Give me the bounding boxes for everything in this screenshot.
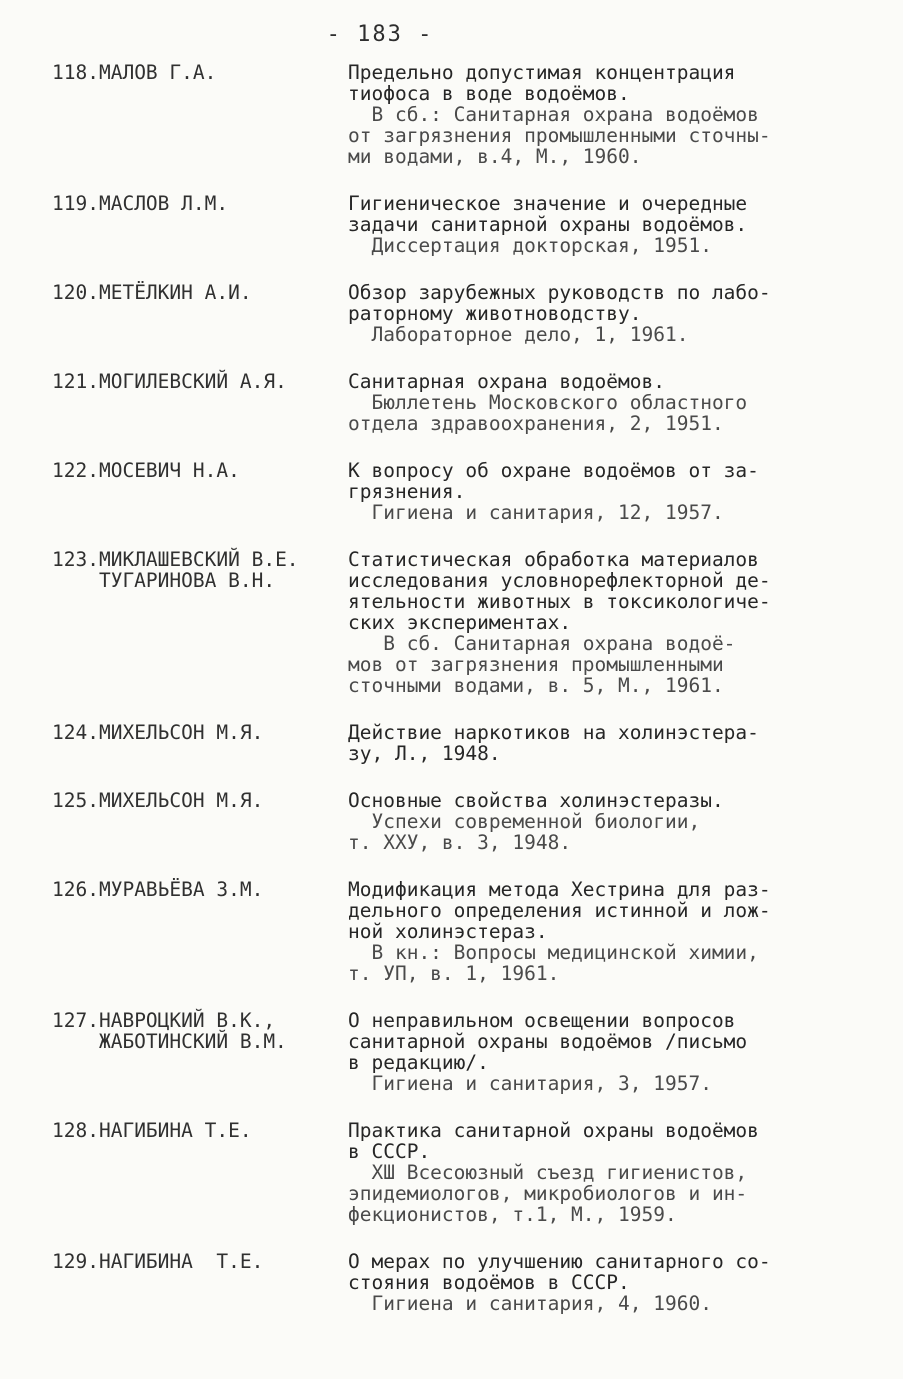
entry-title-line: ских экспериментах. — [348, 611, 572, 634]
entry-reference — [348, 790, 872, 853]
entry-reference — [348, 460, 872, 523]
author-name: ТУГАРИНОВА В.Н. — [52, 569, 276, 592]
entry-title-line: исследования условнорефлекторной де- — [348, 569, 771, 592]
entry-number: 121. — [52, 370, 99, 393]
entry-number: 127. — [52, 1009, 99, 1032]
author-text: МЕТЁЛКИН А.И. — [98, 281, 252, 304]
author-text: МОГИЛЕВСКИЙ А.Я. — [98, 370, 287, 393]
author-name — [52, 790, 348, 811]
entry-title-line: грязнения. — [348, 480, 466, 503]
entry-title-line: ной холинэстераз. — [348, 920, 548, 943]
entry-authors — [52, 1010, 348, 1094]
entry-source-line: Диссертация докторская, 1951. — [348, 234, 712, 257]
entry-source-line: ми водами, в.4, М., 1960. — [348, 145, 642, 168]
entry-reference — [348, 879, 872, 984]
entry-title-line: К вопросу об охране водоёмов от за- — [348, 459, 759, 482]
entry-reference — [348, 1120, 872, 1225]
bibliography-entry — [52, 1251, 872, 1314]
entry-authors — [52, 371, 348, 434]
author-text: МАЛОВ Г.А. — [98, 61, 217, 84]
entry-source-line: от загрязнения промышленными сточны- — [348, 124, 771, 147]
entry-title-line: дельного определения истинной и лож- — [348, 899, 771, 922]
entry-title-line: тиофоса в воде водоёмов. — [348, 82, 630, 105]
entry-authors — [52, 193, 348, 256]
author-text: МИКЛАШЕВСКИЙ В.Е. — [98, 548, 299, 571]
entry-number: 123. — [52, 548, 99, 571]
bibliography-entry — [52, 371, 872, 434]
author-name — [52, 193, 348, 214]
entry-source-line: Гигиена и санитария, 3, 1957. — [348, 1072, 712, 1095]
entry-authors — [52, 790, 348, 853]
entry-reference — [348, 1251, 872, 1314]
entry-authors — [52, 549, 348, 696]
author-text: МОСЕВИЧ Н.А. — [98, 459, 240, 482]
entry-title-line: Гигиеническое значение и очередные — [348, 192, 748, 215]
entry-number: 126. — [52, 878, 99, 901]
entry-number: 124. — [52, 721, 99, 744]
entry-source-line: В сб.: Санитарная охрана водоёмов — [348, 103, 759, 126]
entry-title-line: раторному животноводству. — [348, 302, 642, 325]
entry-source-line: мов от загрязнения промышленными — [348, 653, 724, 676]
entry-title-line: Статистическая обработка материалов — [348, 548, 759, 571]
bibliography-entry — [52, 1120, 872, 1225]
entry-title-line: Модификация метода Хестрина для раз- — [348, 878, 771, 901]
entry-title-line: стояния водоёмов в СССР. — [348, 1271, 630, 1294]
entry-title-line: О мерах по улучшению санитарного со- — [348, 1250, 771, 1273]
entry-title-line: Практика санитарной охраны водоёмов — [348, 1119, 759, 1142]
entry-source-line: отдела здравоохранения, 2, 1951. — [348, 412, 724, 435]
entry-title-line: зу, Л., 1948. — [348, 742, 501, 765]
bibliography-entry — [52, 549, 872, 696]
author-text: НАВРОЦКИЙ В.К., — [98, 1009, 276, 1032]
bibliography-entry — [52, 460, 872, 523]
entry-reference — [348, 549, 872, 696]
entry-source-line: Гигиена и санитария, 4, 1960. — [348, 1292, 712, 1315]
entry-title-line: Действие наркотиков на холинэстера- — [348, 721, 759, 744]
entry-reference — [348, 722, 872, 764]
bibliography-entry — [52, 1010, 872, 1094]
entry-title-line: Предельно допустимая концентрация — [348, 61, 736, 84]
author-name: ЖАБОТИНСКИЙ В.М. — [52, 1030, 287, 1053]
author-text: НАГИБИНА Т.Е. — [98, 1119, 252, 1142]
entry-title-line: Санитарная охрана водоёмов. — [348, 370, 665, 393]
entry-title-line: в редакцию/. — [348, 1051, 489, 1074]
entry-authors — [52, 1120, 348, 1225]
author-text: МУРАВЬЁВА З.М. — [98, 878, 264, 901]
entry-authors — [52, 879, 348, 984]
author-name — [52, 1010, 348, 1031]
entry-number: 129. — [52, 1250, 99, 1273]
entry-title-line: Основные свойства холинэстеразы. — [348, 789, 724, 812]
entry-source-line: сточными водами, в. 5, М., 1961. — [348, 674, 724, 697]
entry-reference — [348, 282, 872, 345]
entry-source-line: Лабораторное дело, 1, 1961. — [348, 323, 689, 346]
author-text: НАГИБИНА Т.Е. — [98, 1250, 264, 1273]
bibliography-entry — [52, 790, 872, 853]
entry-title-line: Обзор зарубежных руководств по лабо- — [348, 281, 771, 304]
bibliography-entry — [52, 879, 872, 984]
author-text: МИХЕЛЬСОН М.Я. — [98, 721, 264, 744]
entry-reference — [348, 371, 872, 434]
entry-number: 122. — [52, 459, 99, 482]
entry-authors — [52, 722, 348, 764]
author-name — [52, 371, 348, 392]
entry-source-line: Бюллетень Московского областного — [348, 391, 748, 414]
bibliography-entry — [52, 282, 872, 345]
author-name — [52, 549, 348, 570]
entry-authors — [52, 460, 348, 523]
bibliography-entry — [52, 193, 872, 256]
author-name — [52, 282, 348, 303]
entry-source-line: фекционистов, т.1, М., 1959. — [348, 1203, 677, 1226]
bibliography-entry — [52, 62, 872, 167]
entry-title-line: задачи санитарной охраны водоёмов. — [348, 213, 748, 236]
entry-source-line: XШ Всесоюзный съезд гигиенистов, — [348, 1161, 748, 1184]
author-name — [52, 879, 348, 900]
author-name — [52, 62, 348, 83]
author-name — [52, 1120, 348, 1141]
entry-number: 128. — [52, 1119, 99, 1142]
entry-authors — [52, 1251, 348, 1314]
author-text: МИХЕЛЬСОН М.Я. — [98, 789, 264, 812]
bibliography-list — [52, 62, 872, 1340]
author-text: МАСЛОВ Л.М. — [98, 192, 229, 215]
entry-source-line: т. XXУ, в. 3, 1948. — [348, 831, 572, 854]
page-number: - 183 - — [326, 22, 434, 47]
entry-number: 118. — [52, 61, 99, 84]
entry-source-line: В кн.: Вопросы медицинской химии, — [348, 941, 759, 964]
bibliography-entry — [52, 722, 872, 764]
entry-reference — [348, 62, 872, 167]
author-name — [52, 460, 348, 481]
entry-title-line: в СССР. — [348, 1140, 431, 1163]
entry-title-line: санитарной охраны водоёмов /письмо — [348, 1030, 748, 1053]
entry-source-line: В сб. Санитарная охрана водоё- — [348, 632, 736, 655]
entry-authors — [52, 282, 348, 345]
entry-title-line: ятельности животных в токсикологиче- — [348, 590, 771, 613]
entry-source-line: Успехи современной биологии, — [348, 810, 701, 833]
entry-source-line: Гигиена и санитария, 12, 1957. — [348, 501, 724, 524]
entry-source-line: эпидемиологов, микробиологов и ин- — [348, 1182, 748, 1205]
entry-title-line: О неправильном освещении вопросов — [348, 1009, 736, 1032]
entry-reference — [348, 193, 872, 256]
entry-source-line: т. УП, в. 1, 1961. — [348, 962, 560, 985]
entry-authors — [52, 62, 348, 167]
entry-number: 125. — [52, 789, 99, 812]
author-name — [52, 1251, 348, 1272]
entry-number: 119. — [52, 192, 99, 215]
entry-number: 120. — [52, 281, 99, 304]
entry-reference — [348, 1010, 872, 1094]
author-name — [52, 722, 348, 743]
